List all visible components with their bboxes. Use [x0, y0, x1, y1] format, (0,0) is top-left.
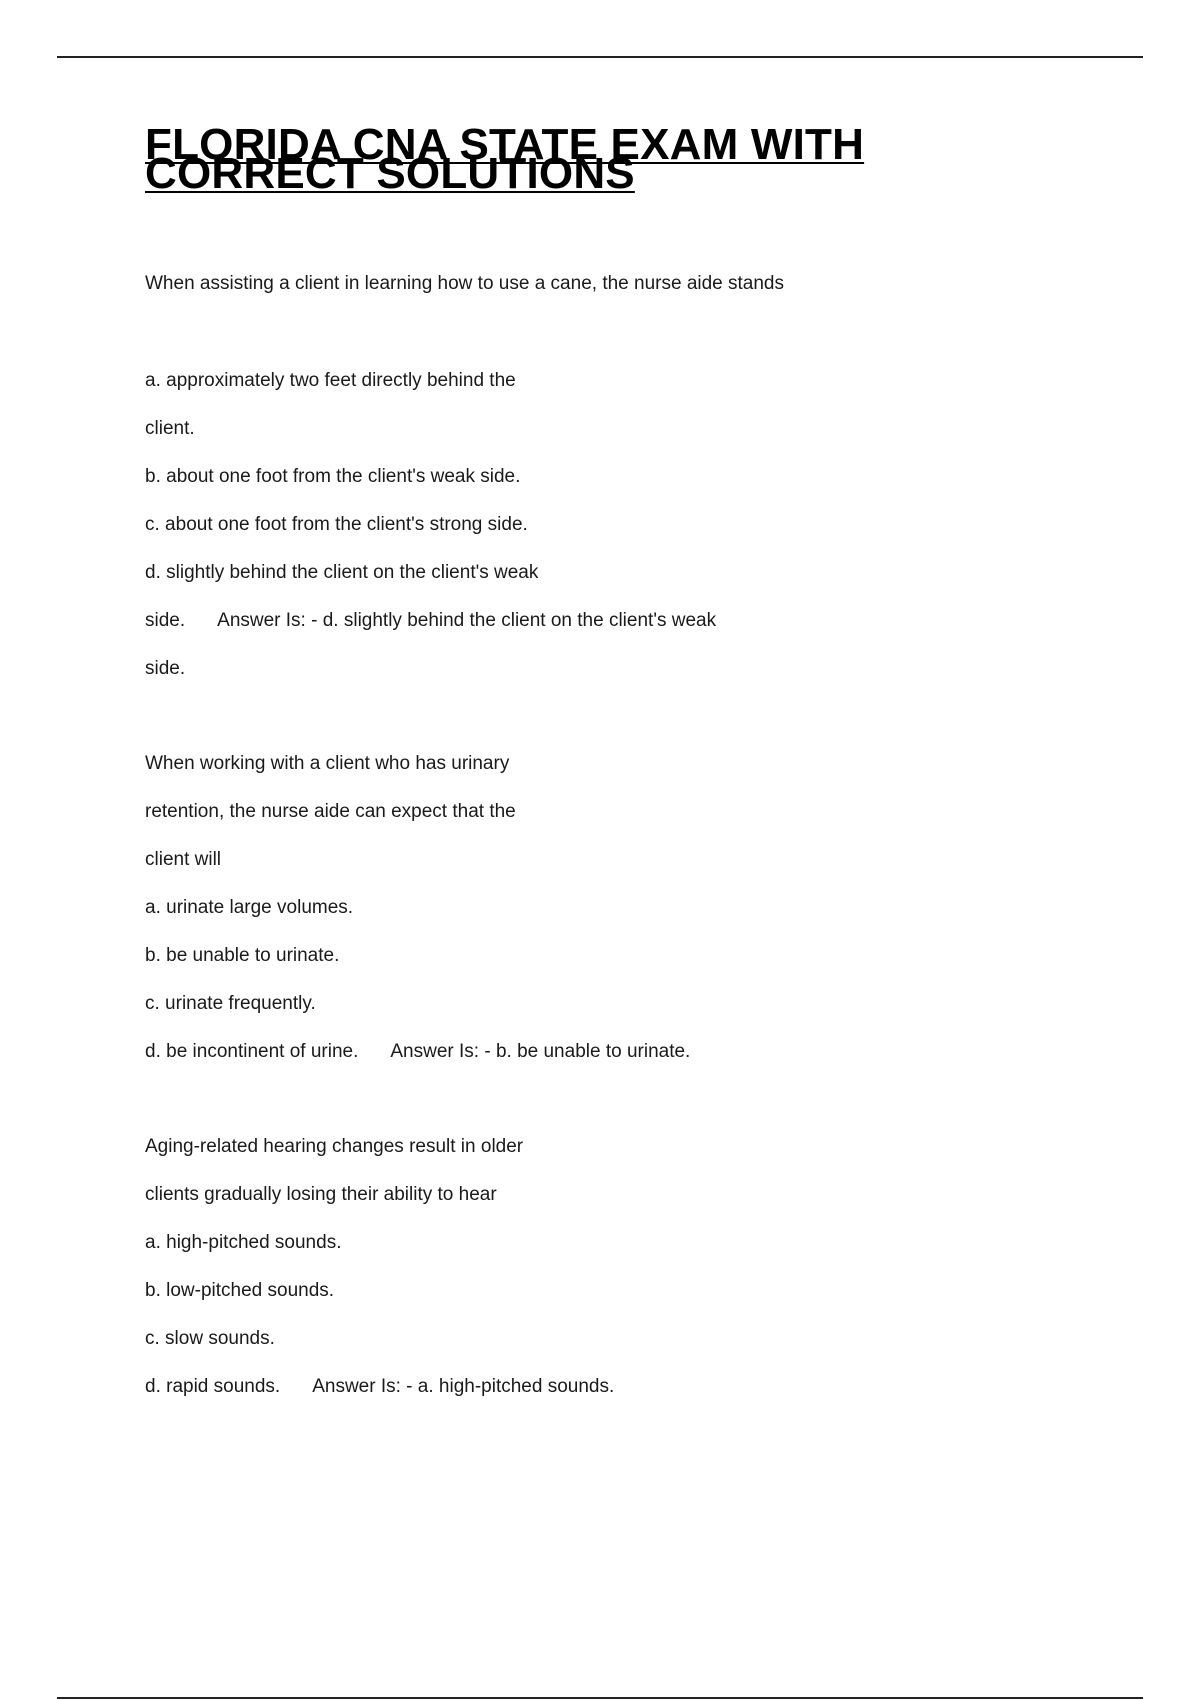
option-line: side.: [145, 610, 186, 631]
document-title: FLORIDA CNA STATE EXAM WITH CORRECT SOLUTIONS: [145, 120, 865, 198]
question-2: [145, 740, 690, 1076]
option-line: d. slightly behind the client on the client's weak: [145, 562, 539, 583]
option-line: d. rapid sounds.: [145, 1376, 281, 1397]
option-line-with-answer: [145, 1363, 614, 1411]
option-line: b. about one foot from the client's weak side.: [145, 466, 521, 487]
option-line-with-answer: [145, 1028, 690, 1076]
bottom-rule: [57, 1697, 1143, 1699]
answer-text: Answer Is: - a. high-pitched sounds.: [312, 1376, 615, 1397]
option-line: side.: [145, 658, 186, 679]
option-line: c. about one foot from the client's strong side.: [145, 514, 528, 535]
option-line: c. urinate frequently.: [145, 993, 316, 1014]
question-prompt-line: Aging-related hearing changes result in older: [145, 1136, 524, 1157]
question-prompt-line: client will: [145, 849, 222, 870]
question-prompt-line: When working with a client who has urinary: [145, 753, 510, 774]
option-line: a. approximately two feet directly behind the: [145, 370, 516, 391]
question-prompt-line: retention, the nurse aide can expect that the: [145, 801, 516, 822]
top-rule: [57, 56, 1143, 58]
option-line: b. low-pitched sounds.: [145, 1280, 335, 1301]
question-3: [145, 1123, 614, 1411]
answer-text: Answer Is: - b. be unable to urinate.: [390, 1041, 691, 1062]
option-line: b. be unable to urinate.: [145, 945, 340, 966]
question-1-options: [145, 357, 716, 693]
option-line: d. be incontinent of urine.: [145, 1041, 359, 1062]
question-prompt-line: When assisting a client in learning how to use a cane, the nurse aide stands: [145, 273, 784, 294]
answer-text: Answer Is: - d. slightly behind the client on the client's weak: [217, 610, 717, 631]
question-prompt-line: clients gradually losing their ability to hear: [145, 1184, 497, 1205]
option-line-with-answer: [145, 597, 716, 645]
option-line: c. slow sounds.: [145, 1328, 275, 1349]
option-line: client.: [145, 418, 195, 439]
option-line: a. high-pitched sounds.: [145, 1232, 342, 1253]
question-1-prompt: [145, 260, 784, 308]
option-line: a. urinate large volumes.: [145, 897, 354, 918]
